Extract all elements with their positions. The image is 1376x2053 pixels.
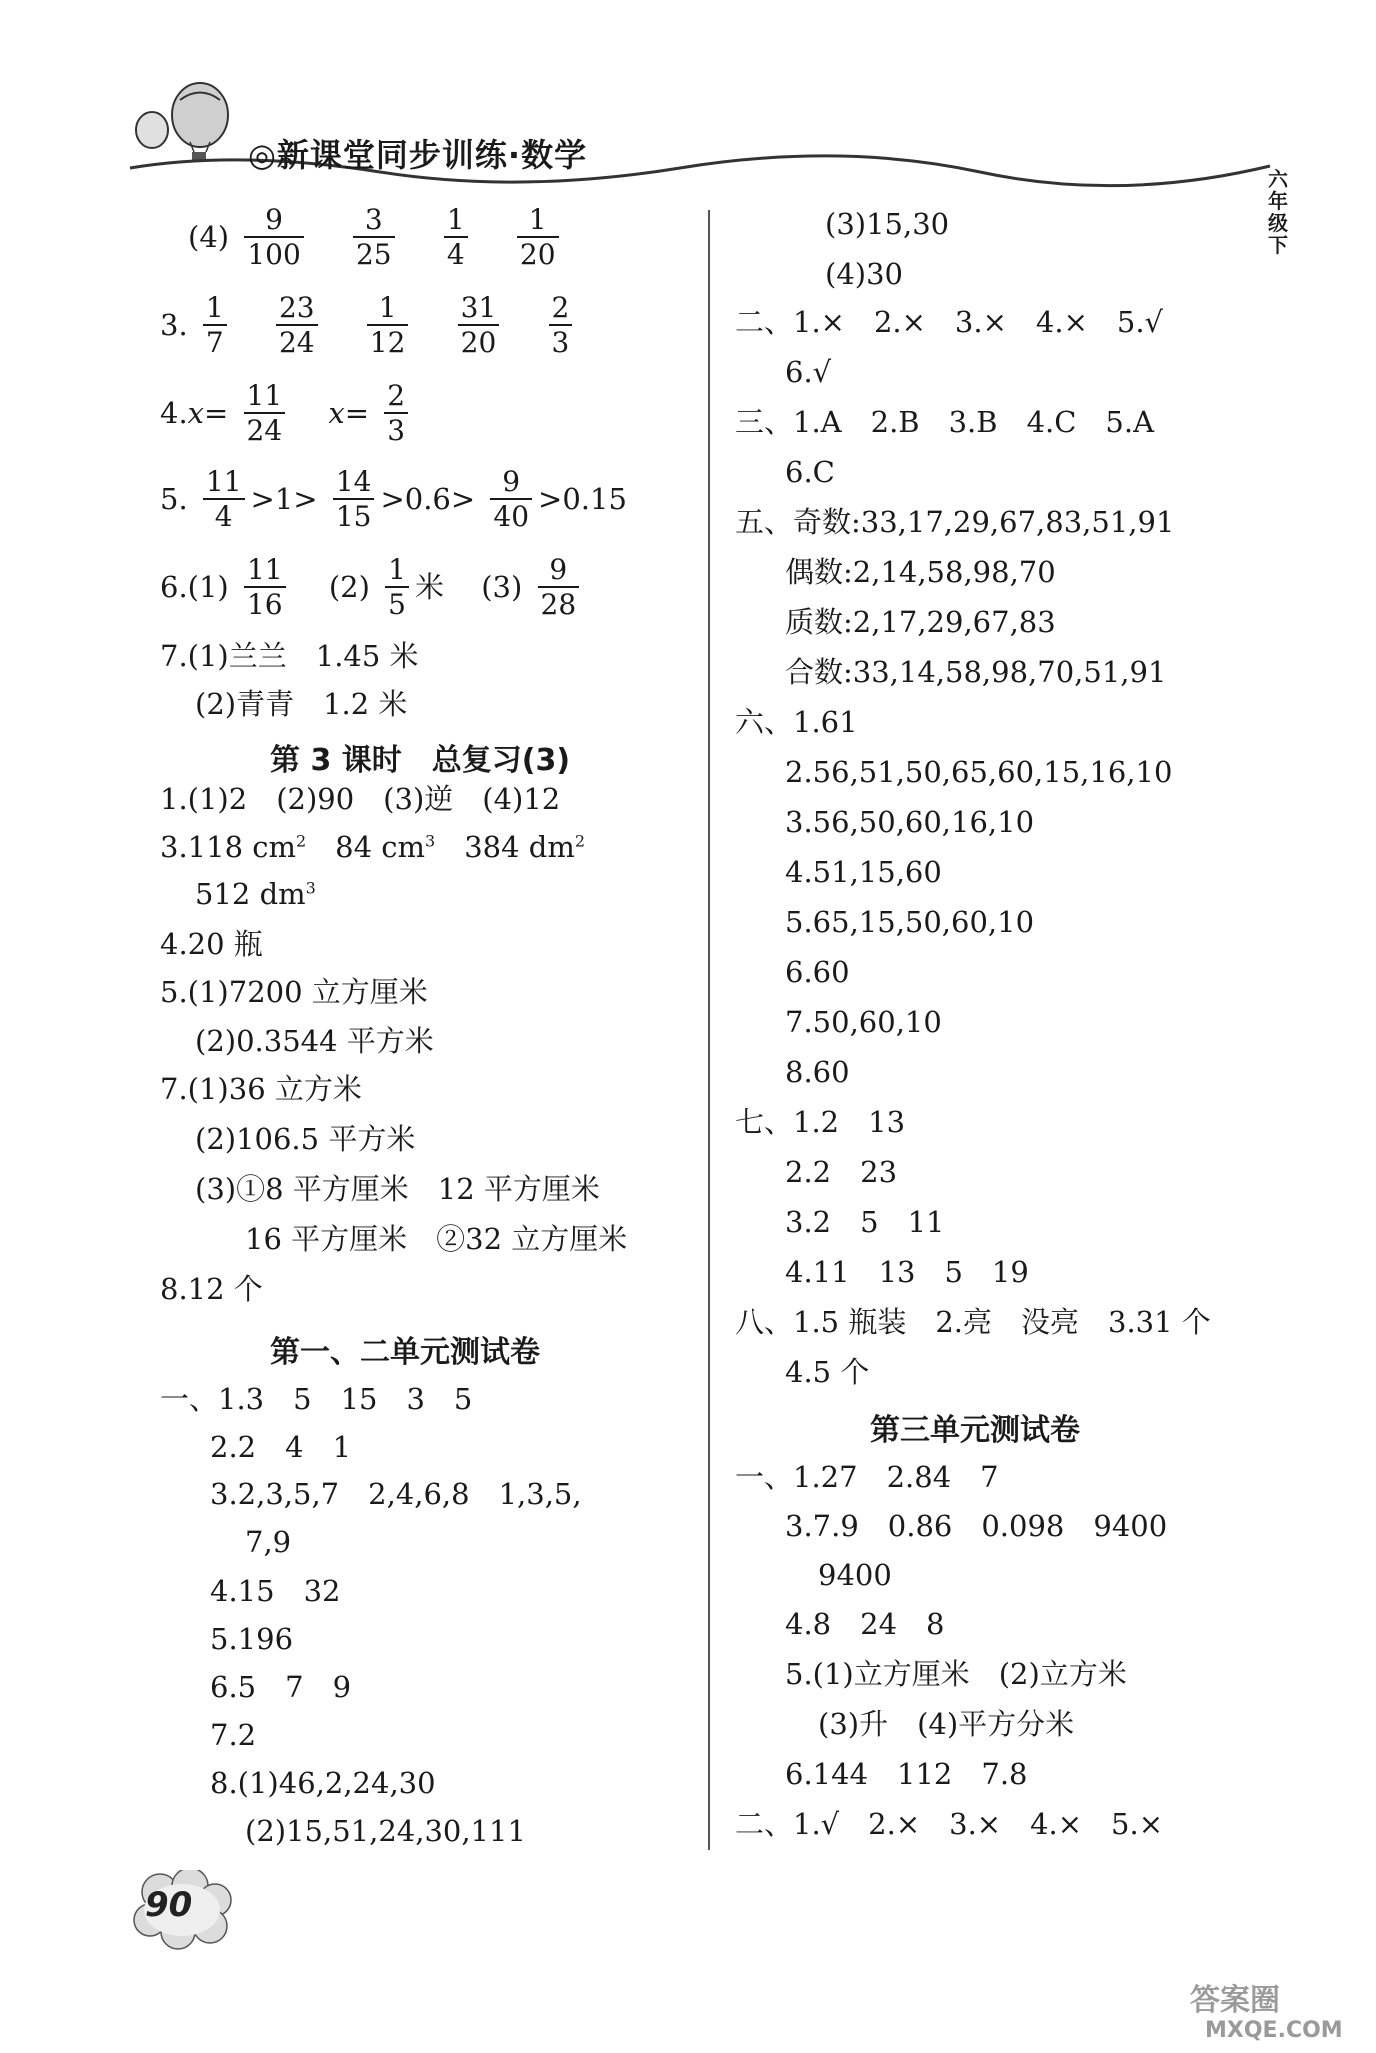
answer-line: 五、奇数:33,17,29,67,83,51,91 bbox=[735, 505, 1175, 539]
answer-line: 3.2,3,5,7 2,4,6,8 1,3,5, bbox=[210, 1477, 582, 1511]
answer-line: 4.11 13 5 19 bbox=[785, 1255, 1029, 1289]
answer-line: (3)15,30 bbox=[825, 207, 950, 241]
answer-line: 二、1.√ 2.× 3.× 4.× 5.× bbox=[735, 1807, 1164, 1841]
answer-line: 5.65,15,50,60,10 bbox=[785, 905, 1035, 939]
answer-line: 8.(1)46,2,24,30 bbox=[210, 1766, 436, 1800]
answer-line: 4.20 瓶 bbox=[160, 927, 263, 961]
answer-line: 4.5 个 bbox=[785, 1355, 870, 1389]
answer-line: 4.51,15,60 bbox=[785, 855, 942, 889]
answer-line: (4) $\frac{9}{100}$ $\frac{3}{25}$ $\frac{1}{4}$ $\frac{1}{20}$ bbox=[188, 205, 565, 270]
answer-line: 5. $\frac{11}{4}$ >1> $\frac{14}{15}$ >0.6> $\frac{9}{40}$ >0.15 bbox=[160, 465, 627, 534]
answer-line: 5.196 bbox=[210, 1622, 294, 1656]
answer-line: 七、1.2 13 bbox=[735, 1105, 906, 1139]
answer-line: 3. $\frac{1}{7}$ $\frac{23}{24}$ $\frac{1}{12}$ $\frac{31}{20}$ $\frac{2}{3}$ bbox=[160, 293, 578, 358]
answer-line: 8.60 bbox=[785, 1055, 850, 1089]
answer-line: 4.15 32 bbox=[210, 1574, 341, 1608]
page-number: 90 bbox=[145, 1885, 193, 1925]
grade-mark: 六年级下 bbox=[1268, 167, 1288, 257]
answer-line: 六、1.61 bbox=[735, 705, 858, 739]
answer-line: 5.(1)7200 立方厘米 bbox=[160, 975, 428, 1009]
answer-line: 2.2 4 1 bbox=[210, 1430, 352, 1464]
answer-line: 1.(1)2 (2)90 (3)逆 (4)12 bbox=[160, 782, 561, 816]
answer-line: 质数:2,17,29,67,83 bbox=[785, 605, 1056, 639]
answer-line: 512 $dm^3$ bbox=[195, 877, 316, 911]
answer-line: 16 平方厘米 ②32 立方厘米 bbox=[245, 1222, 628, 1256]
answer-line: (3)升 (4)平方分米 bbox=[818, 1707, 1075, 1741]
answer-line: 2.2 23 bbox=[785, 1155, 898, 1189]
answer-line: 6.60 bbox=[785, 955, 850, 989]
answer-line: 3.2 5 11 bbox=[785, 1205, 945, 1239]
answer-line: 3.56,50,60,16,10 bbox=[785, 805, 1035, 839]
answer-line: 7.50,60,10 bbox=[785, 1005, 942, 1039]
answer-line: 7.2 bbox=[210, 1718, 257, 1752]
answer-line: 7.(1)36 立方米 bbox=[160, 1072, 362, 1106]
answer-line: 8.12 个 bbox=[160, 1272, 263, 1306]
answer-line: (4)30 bbox=[825, 257, 903, 291]
answer-line: 一、1.3 5 15 3 5 bbox=[160, 1382, 473, 1416]
answer-line: 4.8 24 8 bbox=[785, 1607, 945, 1641]
answer-line: (2)15,51,24,30,111 bbox=[245, 1814, 526, 1848]
answer-line: 4.x= $\frac{11}{24}$ x= $\frac{2}{3}$ bbox=[160, 381, 414, 446]
answer-line: 二、1.× 2.× 3.× 4.× 5.√ bbox=[735, 305, 1164, 339]
answer-line: 9400 bbox=[818, 1558, 892, 1592]
answer-line: 6.144 112 7.8 bbox=[785, 1757, 1028, 1791]
answer-line: 5.(1)立方厘米 (2)立方米 bbox=[785, 1657, 1127, 1691]
answer-line: 6.C bbox=[785, 455, 835, 489]
answer-line: 偶数:2,14,58,98,70 bbox=[785, 555, 1056, 589]
answer-line: 7.(1)兰兰 1.45 米 bbox=[160, 639, 419, 673]
answer-line: (3)①8 平方厘米 12 平方厘米 bbox=[195, 1172, 600, 1206]
column-divider bbox=[708, 210, 710, 1850]
watermark-url: MXQE.COM bbox=[1205, 2018, 1343, 2043]
answer-line: 3.118 $cm^2$ 84 $cm^3$ 384 $dm^2$ bbox=[160, 830, 586, 864]
section-heading: 第 3 课时 总复习(3) bbox=[270, 743, 571, 778]
header-title: ◎新课堂同步训练·数学 bbox=[248, 136, 588, 174]
answer-line: 八、1.5 瓶装 2.亮 没亮 3.31 个 bbox=[735, 1305, 1211, 1339]
answer-line: 2.56,51,50,65,60,15,16,10 bbox=[785, 755, 1173, 789]
answer-line: 合数:33,14,58,98,70,51,91 bbox=[785, 655, 1167, 689]
answer-line: 7,9 bbox=[245, 1525, 292, 1559]
answer-line: (2)0.3544 平方米 bbox=[195, 1024, 434, 1058]
answer-line: (2)106.5 平方米 bbox=[195, 1122, 416, 1156]
answer-line: 三、1.A 2.B 3.B 4.C 5.A bbox=[735, 405, 1155, 439]
answer-line: 一、1.27 2.84 7 bbox=[735, 1460, 999, 1494]
section-heading: 第三单元测试卷 bbox=[870, 1413, 1080, 1448]
answer-line: 6.5 7 9 bbox=[210, 1670, 352, 1704]
answer-line: 6.√ bbox=[785, 355, 832, 389]
answer-line: 6.(1) $\frac{11}{16}$ (2) $\frac{1}{5}$ 米 (3) $\frac{9}{28}$ bbox=[160, 555, 585, 620]
answer-line: (2)青青 1.2 米 bbox=[195, 687, 408, 721]
section-heading: 第一、二单元测试卷 bbox=[270, 1335, 540, 1370]
watermark-logo: 答案圈 bbox=[1190, 1983, 1280, 2018]
answer-line: 3.7.9 0.86 0.098 9400 bbox=[785, 1509, 1168, 1543]
